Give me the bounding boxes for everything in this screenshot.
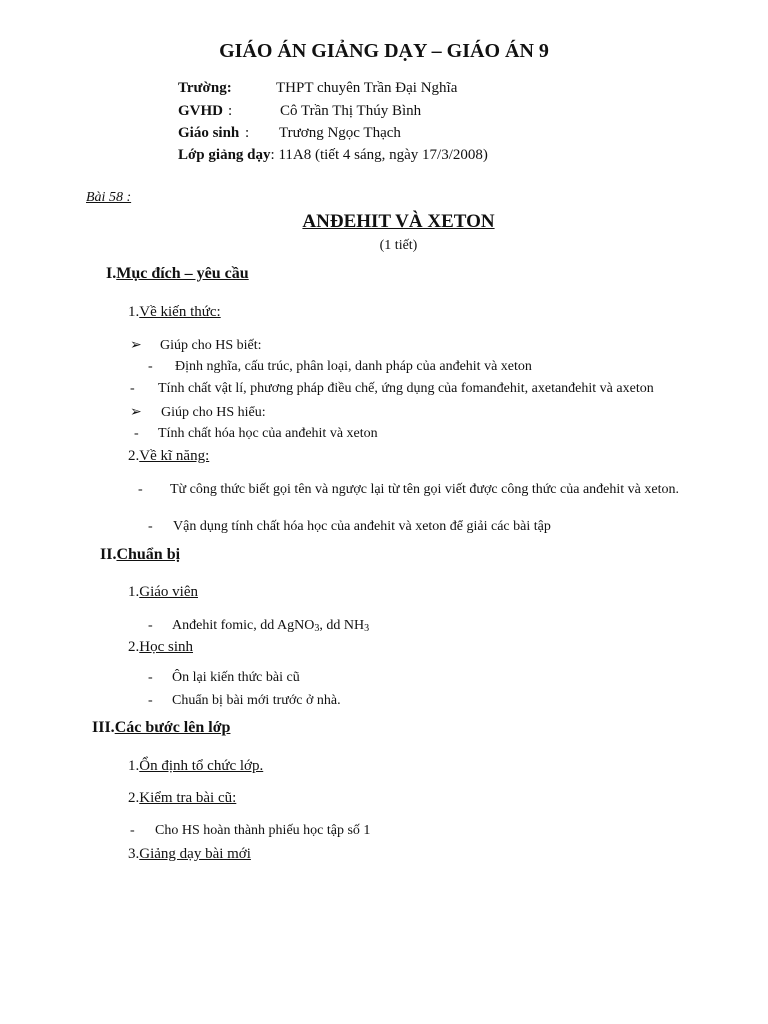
subsection-2-2-title: Học sinh: [139, 639, 193, 655]
info-truong-label: Trường:: [178, 80, 232, 96]
list-item-text: Anđehit fomic, dd AgNO: [172, 618, 315, 633]
info-giaosinh-value: Trương Ngọc Thạch: [279, 125, 401, 141]
list-item-text: Định nghĩa, cấu trúc, phân loại, danh pháp của anđehit và xeton: [175, 359, 532, 374]
subsection-2-2: [128, 639, 193, 656]
section-1-heading: [106, 265, 249, 283]
info-gvhd: GVHD : Cô Trần Thị Thúy Bình: [178, 103, 422, 119]
list-item: [130, 404, 266, 421]
arrow-bullet-icon: ➢: [130, 405, 142, 420]
dash-bullet-icon: -: [148, 693, 153, 708]
document-title: GIÁO ÁN GIẢNG DẠY – GIÁO ÁN 9: [219, 40, 549, 62]
list-item: [148, 519, 551, 535]
dash-bullet-icon: -: [134, 426, 139, 441]
subsection-3-3-title: Giảng dạy bài mới: [139, 846, 251, 862]
list-item-text: Chuẩn bị bài mới trước ở nhà.: [172, 693, 341, 708]
subsection-1-2: [128, 448, 209, 465]
section-2-heading: [100, 546, 180, 564]
section-2-number: II.: [100, 546, 117, 563]
section-3-heading: [92, 719, 230, 737]
list-item-text: Tính chất vật lí, phương pháp điều chế, ứng dụng của fomanđehit, axetanđehit và axeton: [158, 381, 654, 396]
list-item-text: Giúp cho HS hiểu:: [161, 405, 266, 420]
list-item: [117, 480, 714, 499]
list-item-text: , dd NH: [319, 618, 365, 633]
subsection-1-1-number: 1.: [128, 304, 140, 320]
info-gvhd-value: Cô Trần Thị Thúy Bình: [280, 103, 422, 119]
lesson-duration: (1 tiết): [379, 238, 418, 253]
list-item: [134, 426, 378, 442]
section-3-title: Các bước lên lớp: [114, 719, 231, 736]
subsection-1-1: [128, 304, 221, 321]
subsection-1-2-title: Về kĩ năng:: [139, 448, 210, 464]
section-3-number: III.: [92, 719, 115, 736]
section-1-number: I.: [106, 265, 117, 282]
subscript: 3: [314, 623, 320, 634]
list-item-text: Tính chất hóa học của anđehit và xeton: [158, 426, 378, 441]
list-item: [130, 381, 654, 397]
list-item: [130, 823, 370, 839]
info-lop-value: 11A8 (tiết 4 sáng, ngày 17/3/2008): [278, 147, 488, 163]
dash-bullet-icon: -: [148, 618, 153, 633]
info-lop: Lớp giảng dạy: 11A8 (tiết 4 sáng, ngày 17/3/2008): [178, 147, 488, 163]
dash-bullet-icon: -: [138, 482, 143, 497]
list-item-text: Vận dụng tính chất hóa học của anđehit và xeton để giải các bài tập: [173, 519, 551, 534]
dash-bullet-icon: -: [130, 381, 135, 396]
info-truong-value: THPT chuyên Trần Đại Nghĩa: [276, 80, 458, 96]
dash-bullet-icon: -: [148, 670, 153, 685]
subsection-3-1-title: Ổn định tổ chức lớp.: [139, 758, 264, 774]
subsection-2-1: [128, 584, 198, 601]
subsection-3-1: [128, 758, 263, 775]
info-giaosinh-label: Giáo sinh: [178, 125, 240, 141]
list-item: [148, 618, 369, 634]
subsection-3-2-number: 2.: [128, 790, 140, 806]
dash-bullet-icon: -: [148, 519, 153, 534]
lesson-number: Bài 58 :: [86, 190, 132, 205]
subsection-2-2-number: 2.: [128, 639, 140, 655]
subscript: 3: [364, 623, 370, 634]
dash-bullet-icon: -: [148, 359, 153, 374]
list-item: [148, 693, 341, 709]
subsection-1-1-title: Về kiến thức:: [139, 304, 221, 320]
subsection-3-3: [128, 846, 251, 863]
info-lop-label: Lớp giảng dạy: [178, 147, 271, 163]
lesson-title: ANĐEHIT VÀ XETON: [302, 211, 495, 232]
subsection-2-1-title: Giáo viên: [139, 584, 198, 600]
arrow-bullet-icon: ➢: [130, 338, 142, 353]
list-item-text: Ôn lại kiến thức bài cũ: [172, 670, 300, 685]
list-item-text: Giúp cho HS biết:: [160, 338, 262, 353]
list-item-text: Từ công thức biết gọi tên và ngược lại từ tên gọi viết được công thức của anđehit và xeton.: [170, 482, 679, 497]
subsection-3-2-title: Kiểm tra bài cũ:: [139, 790, 237, 806]
info-truong: [178, 80, 457, 97]
list-item: [130, 337, 262, 354]
dash-bullet-icon: -: [130, 823, 135, 838]
subsection-3-1-number: 1.: [128, 758, 140, 774]
subsection-1-2-number: 2.: [128, 448, 140, 464]
subsection-3-2: [128, 790, 236, 807]
list-item-text: Cho HS hoàn thành phiếu học tập số 1: [155, 823, 371, 838]
subsection-2-1-number: 1.: [128, 584, 140, 600]
info-giaosinh: Giáo sinh : Trương Ngọc Thạch: [178, 125, 401, 141]
section-2-title: Chuẩn bị: [116, 546, 181, 563]
list-item: [148, 670, 300, 686]
info-gvhd-label: GVHD: [178, 103, 223, 119]
subsection-3-3-number: 3.: [128, 846, 140, 862]
section-1-title: Mục đích – yêu cầu: [116, 265, 249, 282]
list-item: [148, 359, 532, 375]
